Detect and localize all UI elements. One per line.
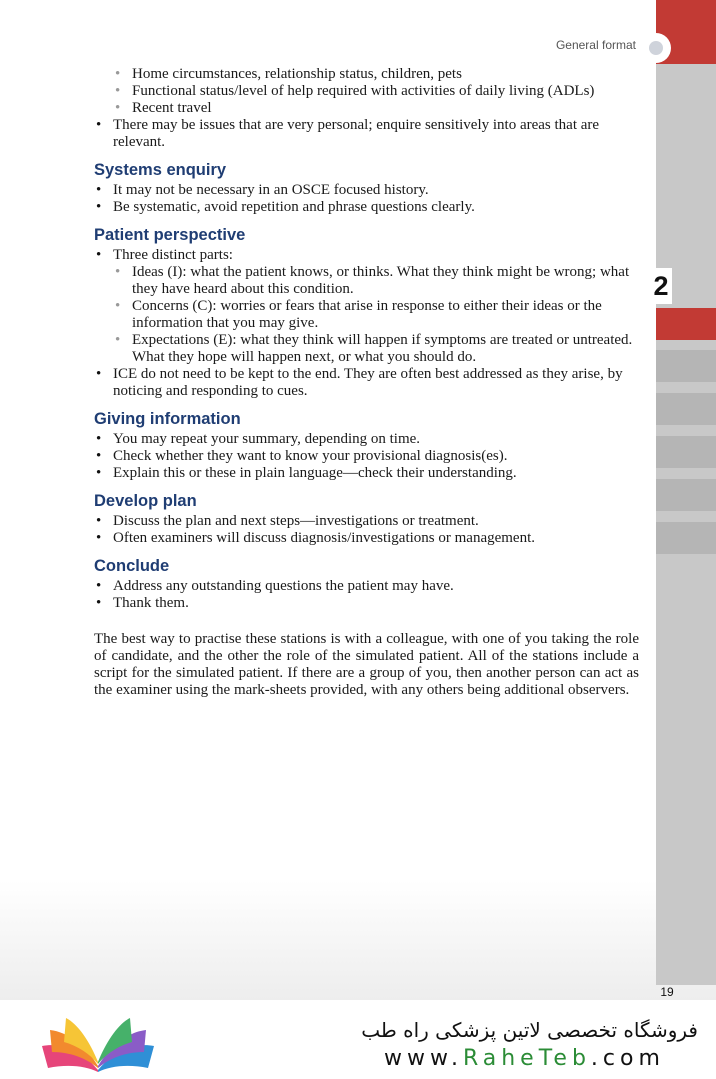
section-heading-conclude: Conclude (94, 557, 170, 575)
develop-plan-list (94, 513, 639, 547)
conclude-list (94, 578, 639, 612)
list-item: • Be systematic, avoid repetition and phrase questions clearly. (94, 199, 639, 216)
page-body (94, 66, 639, 699)
list-item: • It may not be necessary in an OSCE focused history. (94, 182, 639, 199)
open-book-logo-icon (38, 1012, 158, 1076)
list-item: • Thank them. (94, 595, 639, 612)
list-item: • Functional status/level of help required with activities of daily living (ADLs) (94, 83, 639, 100)
section-heading-patient-perspective: Patient perspective (94, 226, 246, 244)
list-item: • Ideas (I): what the patient knows, or thinks. What they think might be wrong; what they have heard about this condition. (94, 264, 639, 298)
header-circle-marker (641, 33, 671, 63)
chapter-tab-6 (656, 479, 716, 511)
list-item: • You may repeat your summary, depending on time. (94, 431, 639, 448)
closing-paragraph: The best way to practise these stations is with a colleague, with one of you taking the role of candidate, and the other the role of the simulated patient. All of the stations include a script for the simulated patient. If there are a group of you, then another person can act as the examiner using the mark-sheets provided, with any others being additional observers. (94, 631, 639, 698)
chapter-tab-3 (656, 350, 716, 382)
url-suffix: .com (590, 1046, 665, 1071)
running-header: General format (555, 38, 636, 52)
patient-perspective-note-list (94, 366, 639, 400)
section-heading-systems-enquiry: Systems enquiry (94, 161, 227, 179)
shop-name: فروشگاه تخصصی لاتین پزشکی راه طب (361, 1018, 698, 1042)
section-heading-giving-information: Giving information (94, 410, 241, 428)
list-item: • There may be issues that are very personal; enquire sensitively into areas that are relevant. (94, 117, 639, 151)
list-item: • Home circumstances, relationship status, children, pets (94, 66, 639, 83)
systems-enquiry-list (94, 182, 639, 216)
list-item: • ICE do not need to be kept to the end. They are often best addressed as they arise, by noticing and responding to cues. (94, 366, 639, 400)
list-item: • Concerns (C): worries or fears that arise in response to either their ideas or the information that you may give. (94, 298, 639, 332)
chapter-tab-5 (656, 436, 716, 468)
list-item: • Discuss the plan and next steps—investigations or treatment. (94, 513, 639, 530)
list-item: • Often examiners will discuss diagnosis/investigations or management. (94, 530, 639, 547)
list-item: • Address any outstanding questions the patient may have. (94, 578, 639, 595)
chapter-tab-accent-current (656, 308, 716, 340)
list-item: • Explain this or these in plain language—check their understanding. (94, 465, 639, 482)
chapter-tab-7 (656, 522, 716, 554)
chapter-number: 2 (650, 268, 672, 304)
section-heading-develop-plan: Develop plan (94, 492, 197, 510)
ice-sublist (94, 264, 639, 366)
url-prefix: www. (384, 1046, 463, 1071)
intro-sublist (94, 66, 639, 117)
patient-perspective-list (94, 247, 639, 264)
url-brand: RaheTeb (462, 1046, 591, 1071)
list-item: • Recent travel (94, 100, 639, 117)
giving-information-list (94, 431, 639, 482)
shop-url[interactable] (384, 1046, 665, 1071)
list-item: • Expectations (E): what they think will happen if symptoms are treated or untreated. What they hope will happen next, or what you should do. (94, 332, 639, 366)
list-item: • Three distinct parts: (94, 247, 639, 264)
intro-list (94, 117, 639, 151)
list-item: • Check whether they want to know your provisional diagnosis(es). (94, 448, 639, 465)
page-number: 19 (660, 985, 674, 999)
chapter-tab-4 (656, 393, 716, 425)
